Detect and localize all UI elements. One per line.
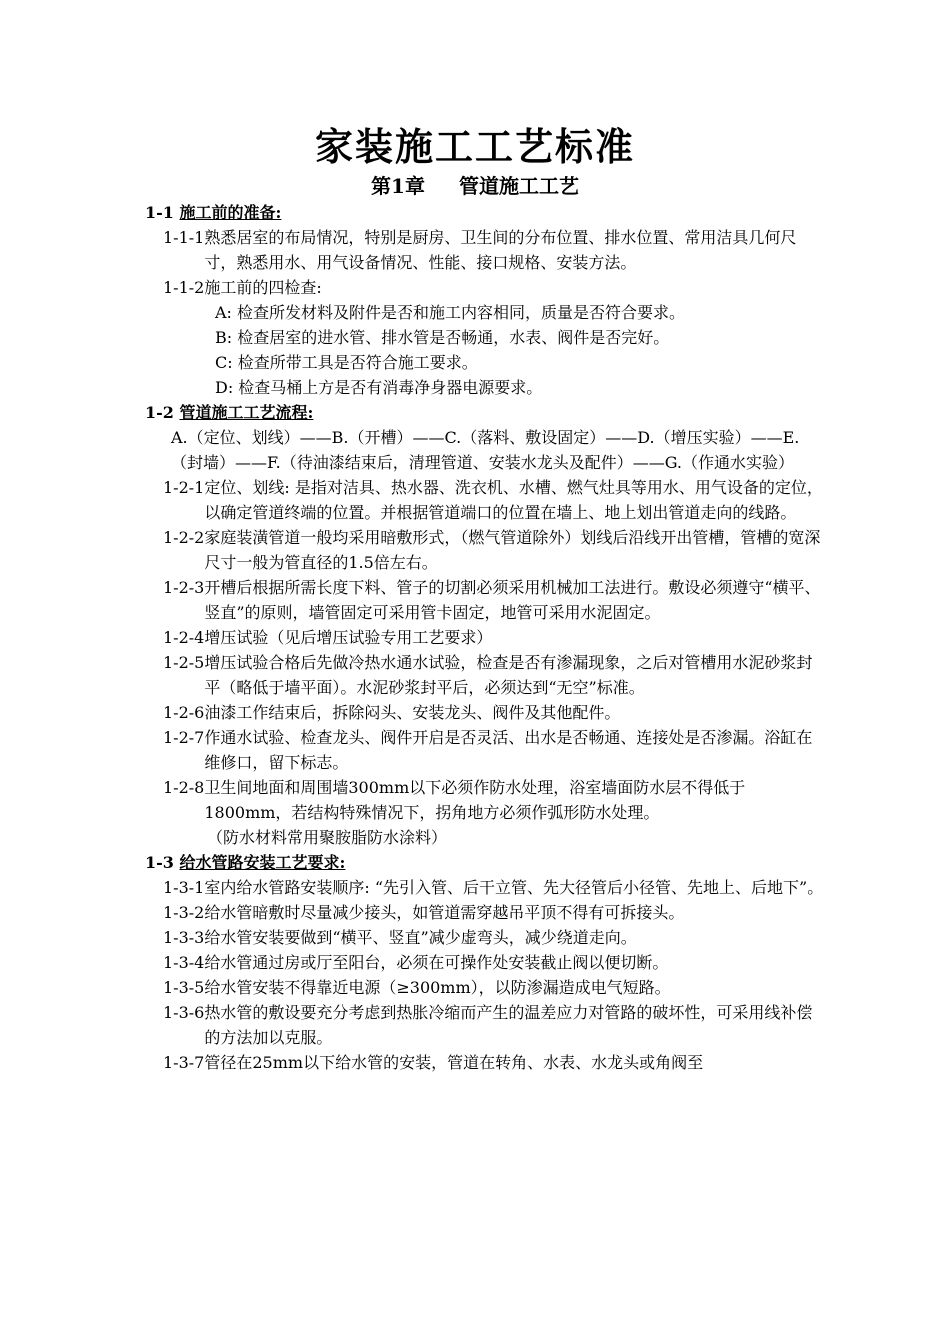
list-item: [145, 775, 825, 825]
check-item-a: A: 检查所发材料及附件是否和施工内容相同，质量是否符合要求。: [215, 303, 686, 322]
item-text: 给水管暗敷时尽量减少接头，如管道需穿越吊平顶不得有可拆接头。: [204, 903, 685, 922]
document-body: [145, 200, 825, 1075]
item-number: 1-2-5: [163, 653, 205, 672]
check-item-c: C: 检查所带工具是否符合施工要求。: [215, 353, 478, 372]
item-text: 增压试验（见后增压试验专用工艺要求）: [204, 628, 493, 647]
section-title: 施工前的准备:: [179, 203, 282, 222]
document-title: 家装施工工艺标准: [314, 124, 635, 169]
item-text: 给水管通过房或厅至阳台，必须在可操作处安装截止阀以便切断。: [204, 953, 669, 972]
list-item: [145, 225, 825, 275]
list-item: [145, 875, 825, 900]
item-text: 定位、划线: 是指对洁具、热水器、洗衣机、水槽、燃气灶具等用水、用气设备的定位，以确定管道终端的位置。并根据管道端口的位置在墙上、地上划出管道走向的线路。: [204, 478, 823, 522]
item-number: 1-2-7: [163, 728, 205, 747]
item-number: 1-1-1: [163, 228, 205, 247]
item-number: 1-1-2: [163, 278, 205, 297]
check-item-d: D: 检查马桶上方是否有消毒净身器电源要求。: [215, 378, 543, 397]
item-text: 管径在25mm以下给水管的安装，管道在转角、水表、水龙头或角阀至: [204, 1053, 704, 1072]
list-item: [145, 900, 825, 925]
section-number: 1-1: [145, 203, 174, 222]
list-item: [145, 925, 825, 950]
list-item: [145, 1000, 825, 1050]
item-text: 热水管的敷设要充分考虑到热胀冷缩而产生的温差应力对管路的破坏性，可采用线补偿的方法加以克服。: [204, 1003, 813, 1047]
section-title: 管道施工工艺流程:: [179, 403, 314, 422]
section-heading-1-2: [145, 400, 825, 425]
item-number: 1-3-5: [163, 978, 205, 997]
material-note: （防水材料常用聚胺脂防水涂料）: [207, 828, 448, 847]
check-item-b: B: 检查居室的进水管、排水管是否畅通，水表、阀件是否完好。: [215, 328, 670, 347]
section-heading-1-1: [145, 200, 825, 225]
item-text: 熟悉居室的布局情况，特别是厨房、卫生间的分布位置、排水位置、常用洁具几何尺寸，熟悉用水、用气设备情况、性能、接口规格、安装方法。: [204, 228, 797, 272]
item-number: 1-3-2: [163, 903, 205, 922]
list-item: [145, 575, 825, 625]
item-number: 1-2-4: [163, 628, 205, 647]
list-item: [145, 725, 825, 775]
section-number: 1-2: [145, 403, 174, 422]
item-number: 1-3-3: [163, 928, 205, 947]
item-number: 1-3-4: [163, 953, 205, 972]
item-number: 1-3-1: [163, 878, 205, 897]
item-number: 1-2-3: [163, 578, 205, 597]
list-item: [145, 625, 825, 650]
chapter-number: 第1章: [371, 174, 425, 198]
section-heading-1-3: [145, 850, 825, 875]
list-item: [145, 525, 825, 575]
item-number: 1-2-1: [163, 478, 205, 497]
list-item: [145, 275, 825, 300]
item-text: 卫生间地面和周围墙300mm以下必须作防水处理，浴室墙面防水层不得低于1800mm，若结构特殊情况下，拐角地方必须作弧形防水处理。: [204, 778, 746, 822]
item-number: 1-3-7: [163, 1053, 205, 1072]
item-text: 油漆工作结束后，拆除闷头、安装龙头、阀件及其他配件。: [204, 703, 621, 722]
item-text: 给水管安装要做到“横平、竖直”减少虚弯头，减少绕道走向。: [204, 928, 637, 947]
item-number: 1-2-8: [163, 778, 205, 797]
item-text: 开槽后根据所需长度下料、管子的切割必须采用机械加工法进行。敷设必须遵守“横平、竖直”的原则，墙管固定可采用管卡固定，地管可采用水泥固定。: [204, 578, 821, 622]
item-text: 施工前的四检查:: [204, 278, 322, 297]
item-text: 增压试验合格后先做冷热水通水试验，检查是否有渗漏现象，之后对管槽用水泥砂浆封平（略低于墙平面）。水泥砂浆封平后，必须达到“无空”标准。: [204, 653, 813, 697]
list-item: [145, 475, 825, 525]
process-flow: A.（定位、划线）——B.（开槽）——C.（落料、敷设固定）——D.（增压实验）——E.（封墙）——F.（待油漆结束后，清理管道、安装水龙头及配件）——G.（作通水实验）: [171, 428, 800, 472]
item-text: 家庭装潢管道一般均采用暗敷形式，（燃气管道除外）划线后沿线开出管槽，管槽的宽深尺寸一般为管直径的1.5倍左右。: [204, 528, 821, 572]
item-number: 1-2-2: [163, 528, 205, 547]
chapter-heading: [0, 172, 950, 200]
item-text: 作通水试验、检查龙头、阀件开启是否灵活、出水是否畅通、连接处是否渗漏。浴缸在维修口，留下标志。: [204, 728, 813, 772]
item-number: 1-2-6: [163, 703, 205, 722]
section-title: 给水管路安装工艺要求:: [179, 853, 346, 872]
list-item: [145, 650, 825, 700]
section-number: 1-3: [145, 853, 174, 872]
list-item: [145, 975, 825, 1000]
item-number: 1-3-6: [163, 1003, 205, 1022]
item-text: 室内给水管路安装顺序: “先引入管、后干立管、先大径管后小径管、先地上、后地下”。: [204, 878, 824, 897]
chapter-title: 管道施工工艺: [458, 174, 579, 198]
item-text: 给水管安装不得靠近电源（≥300mm），以防渗漏造成电气短路。: [204, 978, 671, 997]
list-item: [145, 1050, 825, 1075]
list-item: [145, 950, 825, 975]
list-item: [145, 700, 825, 725]
